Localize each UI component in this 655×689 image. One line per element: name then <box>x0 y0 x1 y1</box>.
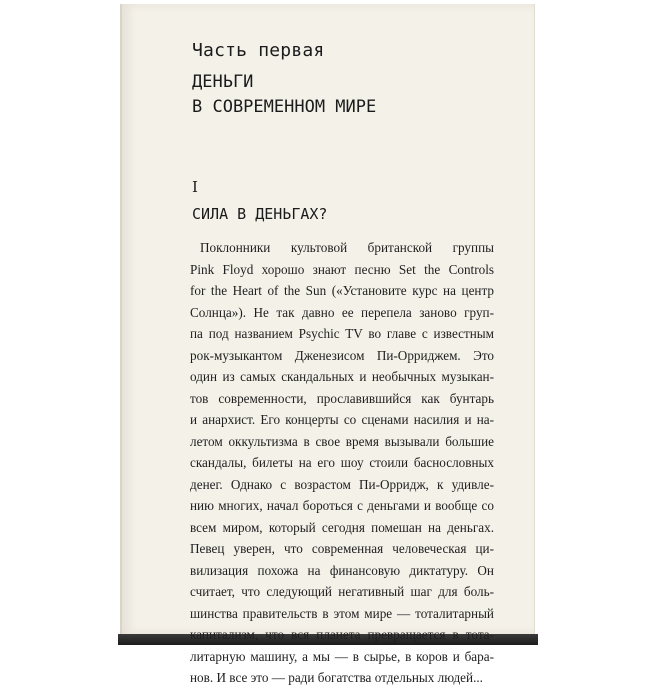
body-paragraph <box>190 237 494 689</box>
body-line: литарную машину, а мы — в сырье, в коров и бара- <box>190 648 494 664</box>
part-title-line-2: В СОВРЕМЕННОМ МИРЕ <box>192 97 377 117</box>
part-title-line-1: ДЕНЬГИ <box>192 72 254 92</box>
body-line: денег. Однако с возрастом Пи-Орридж, к удивле- <box>190 476 494 492</box>
body-line: тов современности, прославившийся как бунтарь <box>190 390 494 406</box>
body-line: for the Heart of the Sun («Установите курс на центр <box>190 283 494 298</box>
body-line: считает, что следующий негативный шаг для боль- <box>190 584 494 599</box>
body-line: один из самых скандальных и необычных музыкан- <box>190 369 494 384</box>
body-line: скандалы, билеты на его шоу стоили баснословных <box>190 455 494 470</box>
body-line: летом оккультизма в свое время вызывали большие <box>190 433 494 449</box>
chapter-title: СИЛА В ДЕНЬГАХ? <box>192 205 328 223</box>
chapter-number: I <box>192 178 198 196</box>
body-line: нию многих, начал бороться с деньгами и вообще со <box>190 498 494 513</box>
body-line: всем миром, который сегодня помешан на деньгах. <box>190 519 494 535</box>
body-line: капитализм, что вся планета превращается в тота- <box>190 627 494 642</box>
part-label: Часть первая <box>192 40 325 61</box>
body-line: нов. И все это — ради богатства отдельных людей... <box>190 670 483 685</box>
body-line: Солнца»). Не так давно ее перепела заново груп- <box>190 304 494 320</box>
body-line: рок-музыкантом Дженезисом Пи-Орриджем. Это <box>190 347 494 363</box>
body-line: и анархист. Его концерты со сценами насилия и на- <box>190 412 494 427</box>
body-line: Pink Floyd хорошо знают песню Set the Controls <box>190 261 494 277</box>
body-line: шинства правительств в этом мире — тоталитарный <box>190 605 494 621</box>
body-line: вилизация похожа на финансовую диктатуру. Он <box>190 562 494 578</box>
body-line: Поклонники культовой британской группы <box>200 240 494 255</box>
part-title <box>192 70 376 120</box>
body-line: Певец уверен, что современная человеческая ци- <box>190 541 494 556</box>
body-line: па под названием Psychic TV во главе с известным <box>190 326 494 341</box>
